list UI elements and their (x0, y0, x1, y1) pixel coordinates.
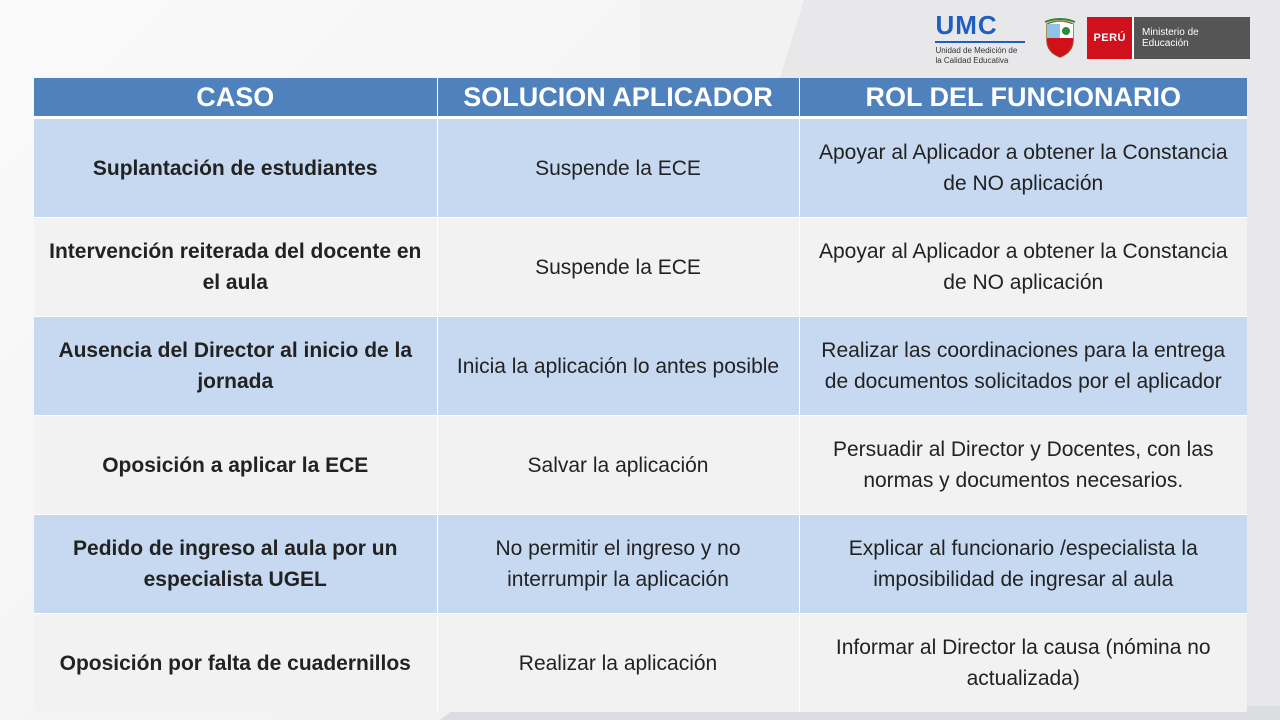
cell-rol: Persuadir al Director y Docentes, con las normas y documentos necesarios. (799, 416, 1247, 515)
cell-solucion: Suspende la ECE (437, 218, 799, 317)
umc-logo-title: UMC (935, 11, 1025, 43)
cell-rol: Apoyar al Aplicador a obtener la Constancia de NO aplicación (799, 218, 1247, 317)
cell-solucion: No permitir el ingreso y no interrumpir la aplicación (437, 515, 799, 614)
table-row (34, 614, 1247, 713)
column-header-rol: ROL DEL FUNCIONARIO (799, 78, 1247, 118)
column-header-caso: CASO (34, 78, 437, 118)
cell-caso: Pedido de ingreso al aula por un especialista UGEL (34, 515, 437, 614)
cell-rol: Informar al Director la causa (nómina no actualizada) (799, 614, 1247, 713)
cell-caso: Ausencia del Director al inicio de la jornada (34, 317, 437, 416)
cell-caso: Oposición por falta de cuadernillos (34, 614, 437, 713)
table-row (34, 118, 1247, 218)
table-row (34, 416, 1247, 515)
cell-rol: Apoyar al Aplicador a obtener la Constancia de NO aplicación (799, 118, 1247, 218)
column-header-solucion: SOLUCION APLICADOR (437, 78, 799, 118)
cell-solucion: Realizar la aplicación (437, 614, 799, 713)
cell-solucion: Inicia la aplicación lo antes posible (437, 317, 799, 416)
table-row (34, 218, 1247, 317)
cell-solucion: Suspende la ECE (437, 118, 799, 218)
coat-of-arms-icon (1043, 18, 1077, 58)
cell-rol: Realizar las coordinaciones para la entrega de documentos solicitados por el aplicador (799, 317, 1247, 416)
cell-rol: Explicar al funcionario /especialista la imposibilidad de ingresar al aula (799, 515, 1247, 614)
cell-caso: Oposición a aplicar la ECE (34, 416, 437, 515)
ministry-logo (1087, 17, 1250, 59)
umc-logo-subtitle: Unidad de Medición de la Calidad Educativa (935, 45, 1018, 65)
ministry-label: Ministerio de Educación (1132, 17, 1250, 59)
table-row (34, 317, 1247, 416)
table-header-row (34, 78, 1247, 118)
header-logos (935, 4, 1250, 72)
table-row (34, 515, 1247, 614)
umc-logo (935, 11, 1025, 66)
peru-label: PERÚ (1087, 17, 1132, 59)
cell-solucion: Salvar la aplicación (437, 416, 799, 515)
cell-caso: Intervención reiterada del docente en el aula (34, 218, 437, 317)
cases-table (34, 78, 1247, 712)
cell-caso: Suplantación de estudiantes (34, 118, 437, 218)
